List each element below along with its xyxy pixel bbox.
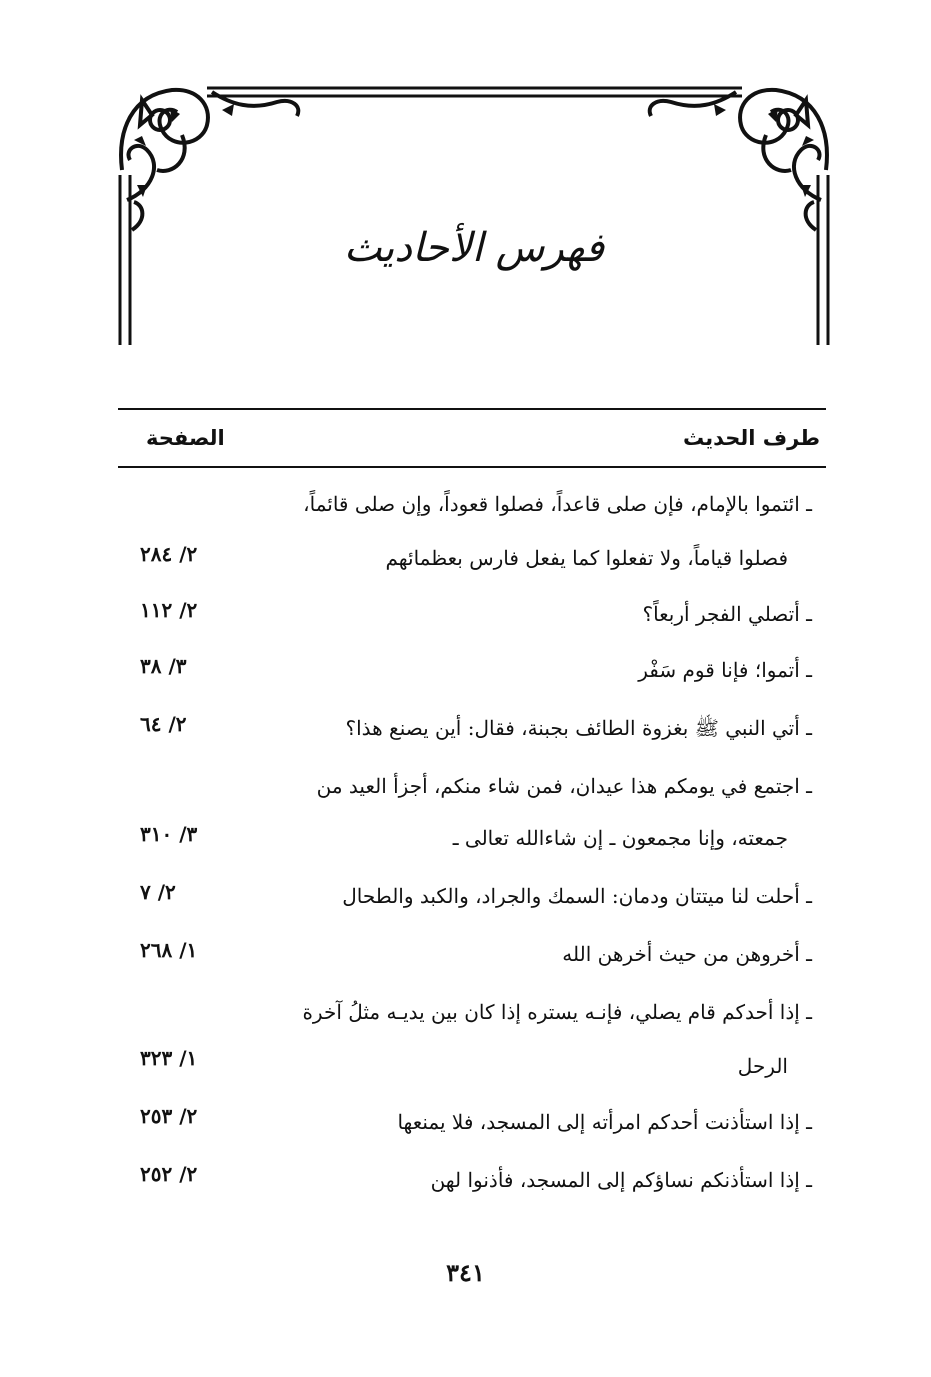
hadith-line: ـ أحلت لنا ميتتان ودمان: السمك والجراد، والكبد والطحال: [342, 884, 812, 908]
hadith-line-continued: الرحل: [737, 1054, 788, 1078]
page-reference: ٢/ ٧: [140, 880, 176, 904]
hadith-line-continued: فصلوا قياماً، ولا تفعلوا كما يفعل فارس بعظمائهم: [385, 546, 788, 570]
hadith-line: ـ إذا أحدكم قام يصلي، فإنـه يستره إذا كان بين يديـه مثلُ آخرة: [302, 1000, 812, 1024]
hadith-index-list: [118, 0, 826, 1377]
hadith-line: ـ أتصلي الفجر أربعاً؟: [642, 602, 812, 626]
page-reference: ٣/ ٣٨: [140, 654, 187, 678]
hadith-line: ـ أتموا؛ فإنا قوم سَفْر: [638, 658, 812, 682]
header-hadith-text: طرف الحديث: [682, 426, 820, 450]
page-reference: ١/ ٢٦٨: [140, 938, 198, 962]
page-reference: ٣/ ٣١٠: [140, 822, 198, 846]
hadith-line: ـ أخروهن من حيث أخرهن الله: [562, 942, 812, 966]
hadith-line: ـ اجتمع في يومكم هذا عيدان، فمن شاء منكم، أجزأ العيد من: [316, 774, 812, 798]
hadith-line-continued: جمعته، وإنا مجمعون ـ إن شاءالله تعالى ـ: [452, 826, 788, 850]
hadith-line: ـ ائتموا بالإمام، فإن صلى قاعداً، فصلوا قعوداً، وإن صلى قائماً،: [303, 492, 812, 516]
hadith-line: ـ أتي النبي ﷺ بغزوة الطائف بجبنة، فقال: أين يصنع هذا؟: [345, 716, 812, 740]
page-reference: ٢/ ٢٥٣: [140, 1104, 198, 1128]
hadith-line: ـ إذا استأذنت أحدكم امرأته إلى المسجد، فلا يمنعها: [397, 1110, 812, 1134]
page-number: ٣٤١: [446, 1258, 485, 1287]
page-title: فهرس الأحاديث: [343, 225, 605, 271]
page-reference: ١/ ٣٢٣: [140, 1046, 198, 1070]
page-reference: ٢/ ٦٤: [140, 712, 187, 736]
page-reference: ٢/ ٢٨٤: [140, 542, 198, 566]
page-reference: ٢/ ٢٥٢: [140, 1162, 198, 1186]
page-reference: ٢/ ١١٢: [140, 598, 198, 622]
hadith-line: ـ إذا استأذنكم نساؤكم إلى المسجد، فأذنوا لهن: [430, 1168, 812, 1192]
header-page: الصفحة: [146, 426, 225, 450]
